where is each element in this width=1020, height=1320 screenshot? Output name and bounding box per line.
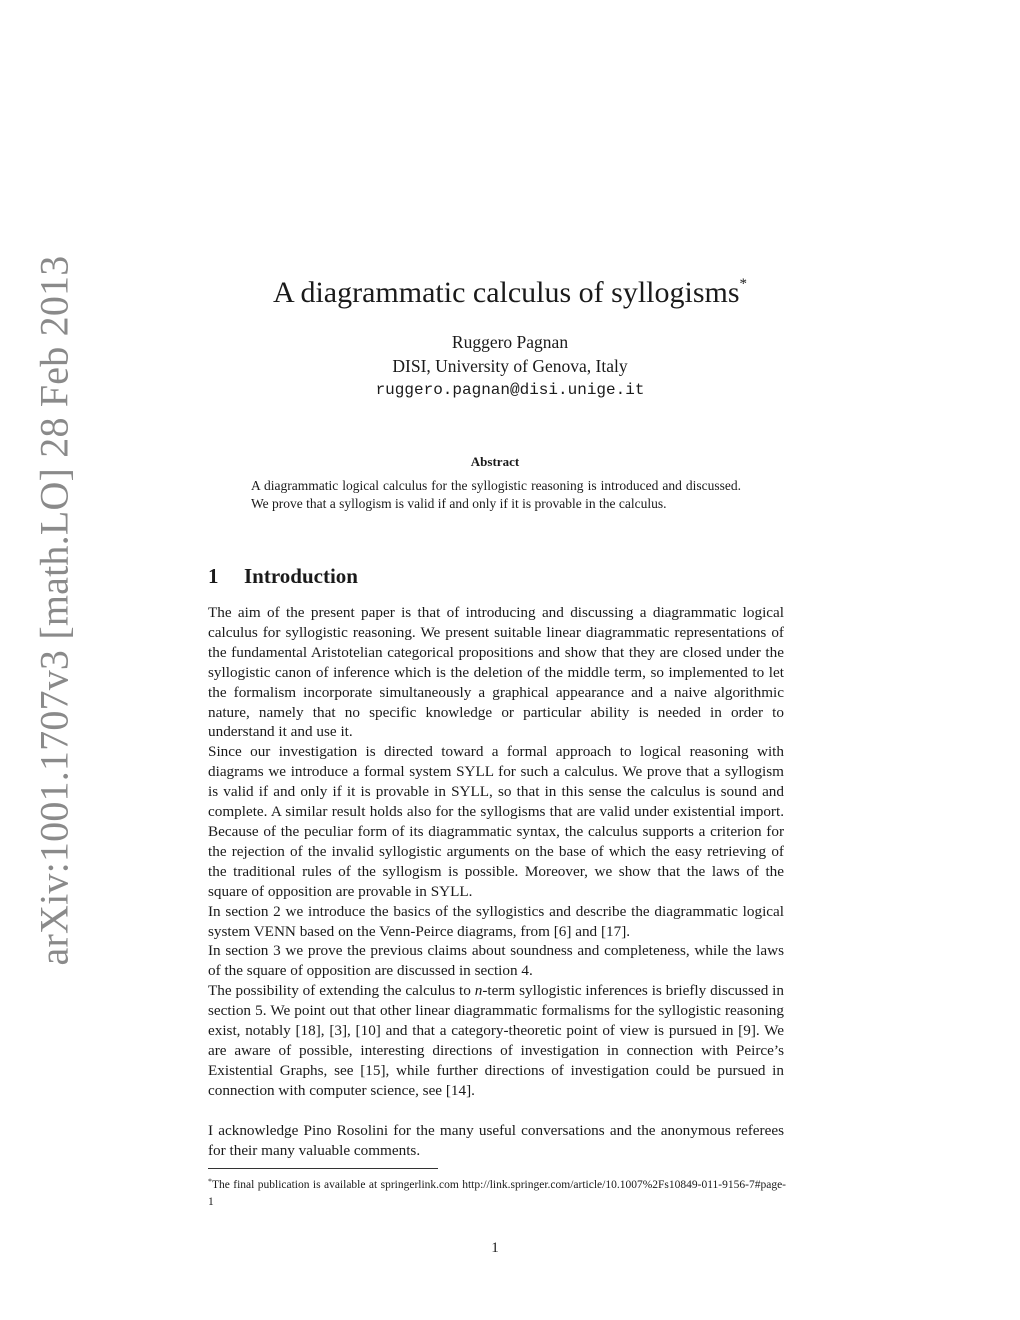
author-affiliation: DISI, University of Genova, Italy [392,356,628,376]
introduction-body [208,603,784,1160]
arxiv-identifier-text: arXiv:1001.1707v3 [math.LO] 28 Feb 2013 [31,255,77,965]
footnote-mark: * [208,1177,212,1186]
paragraph-5-start: The possibility of extending the calculus to [208,982,475,1000]
author-email: ruggero.pagnan@disi.unige.it [375,381,645,399]
section-heading [208,562,358,590]
footnote [208,1173,786,1211]
paragraph-3: In section 2 we introduce the basics of the syllogistics and describe the diagrammatic logical system VENN based on the Venn-Peirce diagrams, from [6] and [17]. [208,902,784,940]
section-number: 1 [208,564,219,588]
paragraph-5-italic: n [474,982,483,1000]
paragraph-5 [208,981,784,1100]
paper-title [0,264,1020,313]
abstract-text: A diagrammatic logical calculus for the syllogistic reasoning is introduced and discussed. We prove that a syllogism is valid if and only if it is provable in the calculus. [251,478,741,511]
author-name: Ruggero Pagnan [451,332,569,352]
footnote-divider [208,1168,438,1169]
paragraph-2: Since our investigation is directed toward a formal approach to logical reasoning with diagrams we introduce a formal system SYLL for such a calculus. We prove that a syllogism is valid if and only if it is provable in SYLL, so that in this sense the calculus is sound and complete. A similar result holds also for the syllogisms that are valid under existential import. Because of the peculiar form of its diagrammatic syntax, the calculus supports a criterion for the rejection of the invalid syllogistic arguments on the base of which the easy retrieving of the traditional rules of the syllogism is possible. Moreover, we show that the laws of the square of opposition are provable in SYLL. [208,743,784,900]
paper-title-text: A diagrammatic calculus of syllogisms [272,276,740,309]
abstract-heading: Abstract [470,454,520,469]
page-number: 1 [491,1240,499,1256]
footnote-text: The final publication is available at springerlink.com http://link.springer.com/article/10.1007%2Fs10849-011-9156-7#page-1 [208,1179,786,1208]
section-title: Introduction [244,564,358,588]
paragraph-5-rest: -term syllogistic inferences is briefly discussed in section 5. We point out that other linear diagrammatic formalisms for the syllogistic reasoning exist, notably [18], [3], [10] and that a category-theoretic point of view is pursued in [9]. We are aware of possible, interesting directions of investigation in connection with Peirce’s Existential Graphs, see [15], while further directions of investigation could be pursued in connection with computer science, see [14]. [208,982,784,1099]
paragraph-4: In section 3 we prove the previous claims about soundness and completeness, while the laws of the square of opposition are discussed in section 4. [208,942,784,980]
paragraph-1: The aim of the present paper is that of introducing and discussing a diagrammatic logical calculus for syllogistic reasoning. We present suitable linear diagrammatic representations of the fundamental Aristotelian categorical propositions and show that they are closed under the syllogistic canon of inference which is the deletion of the middle term, so implemented to let the formalism incorporate simultaneously a graphical appearance and a naive algorithmic nature, namely that no specific knowledge or particular ability is needed in order to understand it and use it. [208,604,784,741]
title-footnote-mark: * [739,276,748,292]
acknowledgement-paragraph: I acknowledge Pino Rosolini for the many useful conversations and the anonymous referees for their many valuable comments. [208,1121,784,1159]
author-block [0,330,1020,402]
